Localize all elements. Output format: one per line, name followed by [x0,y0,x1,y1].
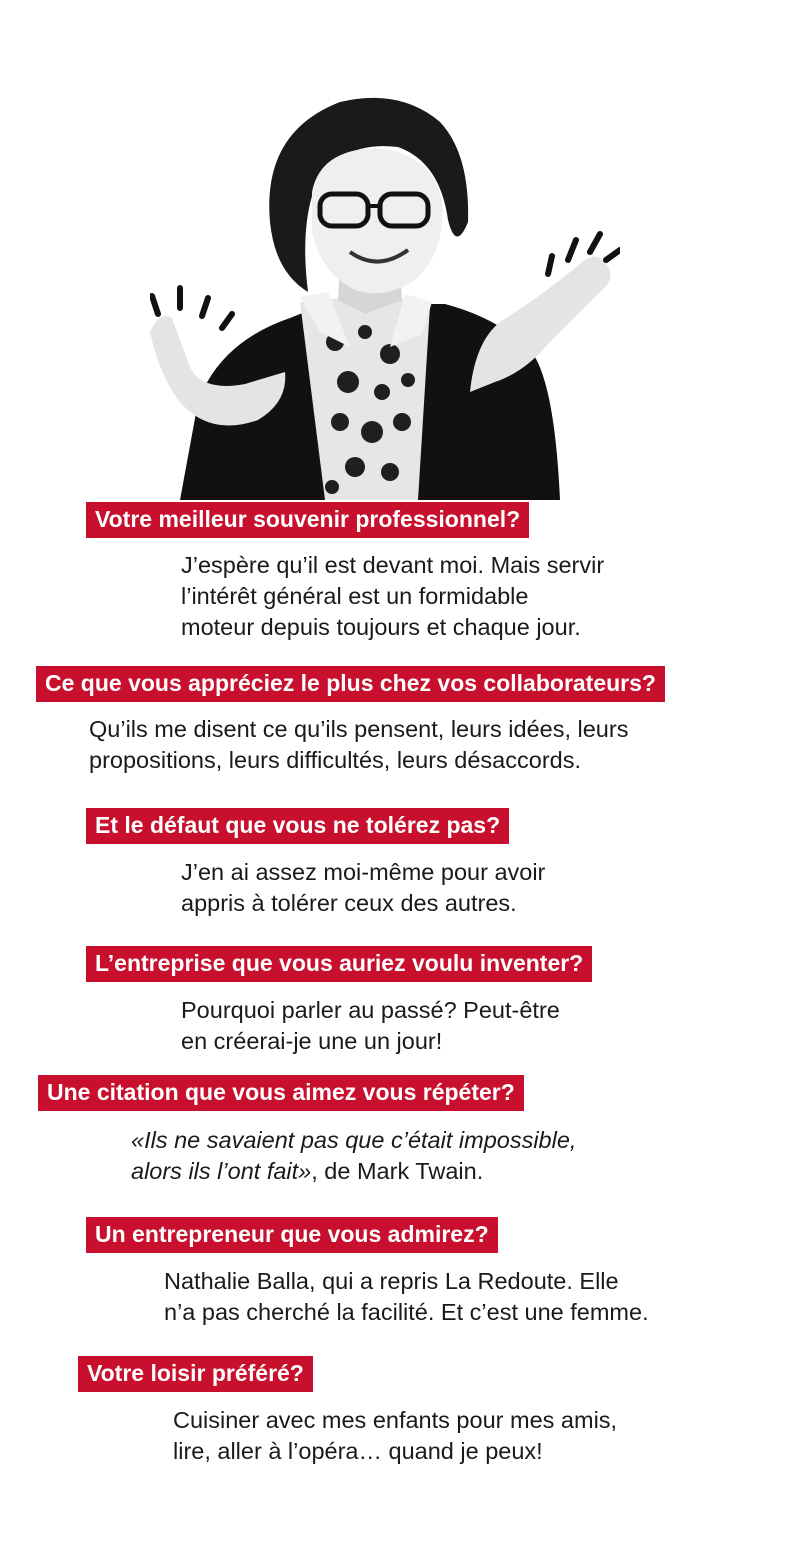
answer-7-line: Cuisiner avec mes enfants pour mes amis, [173,1407,618,1433]
answer-7-line: lire, aller à l’opéra… quand je peux! [173,1438,543,1464]
question-5: Une citation que vous aimez vous répéter? [38,1075,524,1111]
question-4: L’entreprise que vous auriez voulu inventer? [86,946,592,982]
answer-7 [173,1405,617,1467]
answer-6-line: Nathalie Balla, qui a repris La Redoute. Elle [164,1268,619,1294]
answer-2-line: propositions, leurs difficultés, leurs désaccords. [89,747,581,773]
question-1: Votre meilleur souvenir professionnel? [86,502,529,538]
answer-6-line: n’a pas cherché la facilité. Et c’est une femme. [164,1299,649,1325]
answer-4-line: Pourquoi parler au passé? Peut-être [181,997,560,1023]
quote-line-1: «Ils ne savaient pas que c’était impossible, [131,1127,577,1153]
answer-2 [89,714,628,776]
quote-attribution: , de Mark Twain. [311,1158,484,1184]
question-2: Ce que vous appréciez le plus chez vos collaborateurs? [36,666,665,702]
question-6: Un entrepreneur que vous admirez? [86,1217,498,1253]
answer-3-line: J’en ai assez moi-même pour avoir [181,859,546,885]
answer-5 [131,1125,576,1187]
portrait-photo [150,92,620,500]
answer-1-line: moteur depuis toujours et chaque jour. [181,614,581,640]
answer-1 [181,550,604,643]
answer-2-line: Qu’ils me disent ce qu’ils pensent, leurs idées, leurs [89,716,629,742]
quote-line-2: alors ils l’ont fait» [131,1158,312,1184]
answer-3 [181,857,545,919]
answer-6 [164,1266,649,1328]
answer-3-line: appris à tolérer ceux des autres. [181,890,517,916]
answer-1-line: l’intérêt général est un formidable [181,583,529,609]
answer-4-line: en créerai-je une un jour! [181,1028,443,1054]
question-7: Votre loisir préféré? [78,1356,313,1392]
answer-1-line: J’espère qu’il est devant moi. Mais servir [181,552,605,578]
question-3: Et le défaut que vous ne tolérez pas? [86,808,509,844]
answer-4 [181,995,560,1057]
